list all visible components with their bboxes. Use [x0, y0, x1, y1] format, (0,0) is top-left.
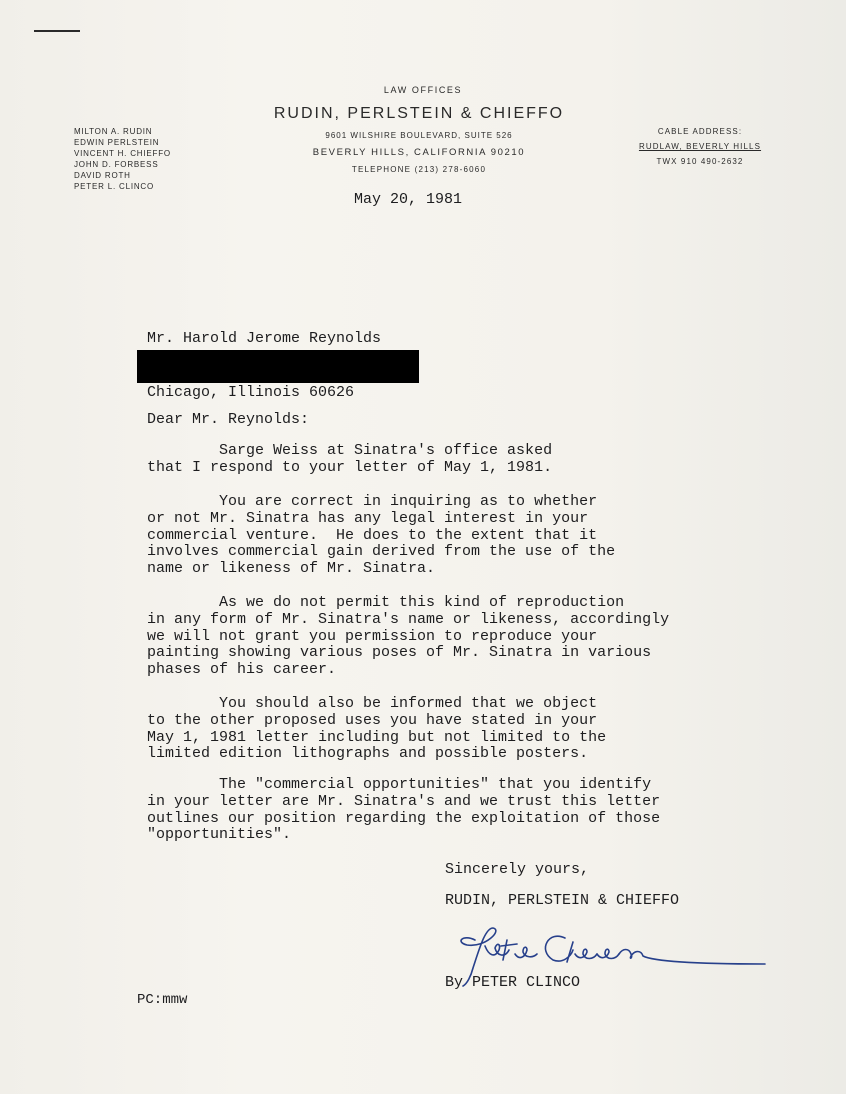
body-paragraph: You are correct in inquiring as to whether or not Mr. Sinatra has any legal interest in your commercial venture. He does to the extent that it involves commercial gain derived from the use of the name or likeness of Mr. Sinatra.: [147, 493, 616, 578]
typist-initials: PC:mmw: [137, 992, 188, 1008]
closing-sincerely: Sincerely yours,: [445, 861, 590, 878]
cable-address: RUDLAW, BEVERLY HILLS: [638, 142, 762, 151]
body-paragraph: The "commercial opportunities" that you identify in your letter are Mr. Sinatra's and we trust this letter outlines our position regarding the exploitation of those "opportunities".: [147, 776, 661, 844]
twx-number: TWX 910 490-2632: [656, 157, 744, 166]
cable-address-label: CABLE ADDRESS:: [657, 127, 743, 136]
letterhead-city: BEVERLY HILLS, CALIFORNIA 90210: [312, 147, 526, 158]
cable-address-block: [620, 124, 780, 169]
body-paragraph: You should also be informed that we object to the other proposed uses you have stated in your May 1, 1981 letter including but not limited to the limited edition lithographs and possible posters.: [147, 695, 607, 763]
closing-signer-line: [445, 974, 580, 991]
partner-name: JOHN D. FORBESS: [74, 160, 159, 169]
partner-name: PETER L. CLINCO: [74, 182, 155, 191]
partner-name: MILTON A. RUDIN: [74, 127, 153, 136]
by-label: By: [445, 974, 464, 991]
partner-name: DAVID ROTH: [74, 171, 131, 180]
signer-name: PETER CLINCO: [472, 974, 581, 991]
closing-firm: RUDIN, PERLSTEIN & CHIEFFO: [445, 892, 680, 909]
recipient-name: Mr. Harold Jerome Reynolds: [147, 330, 382, 347]
recipient-city: Chicago, Illinois 60626: [147, 384, 355, 401]
salutation: Dear Mr. Reynolds:: [147, 411, 310, 428]
partner-name: VINCENT H. CHIEFFO: [74, 149, 171, 158]
letterhead-firm-name: RUDIN, PERLSTEIN & CHIEFFO: [273, 105, 565, 122]
letterhead-law-offices: LAW OFFICES: [383, 85, 463, 95]
body-paragraph: Sarge Weiss at Sinatra's office asked that I respond to your letter of May 1, 1981.: [147, 442, 553, 476]
letterhead-street: 9601 WILSHIRE BOULEVARD, SUITE 526: [325, 131, 513, 140]
partner-name: EDWIN PERLSTEIN: [74, 138, 160, 147]
redaction-bar: [137, 350, 419, 383]
partner-list: [74, 126, 171, 192]
letter-date: May 20, 1981: [354, 191, 463, 208]
recipient-block: [147, 326, 419, 406]
body-paragraph: As we do not permit this kind of reproduction in any form of Mr. Sinatra's name or likeness, accordingly we will not grant you permission to reproduce your painting showing various poses of Mr. Sinatra in various phases of his career.: [147, 594, 670, 679]
letterhead-telephone: TELEPHONE (213) 278-6060: [351, 165, 487, 174]
corner-mark: [34, 30, 80, 32]
